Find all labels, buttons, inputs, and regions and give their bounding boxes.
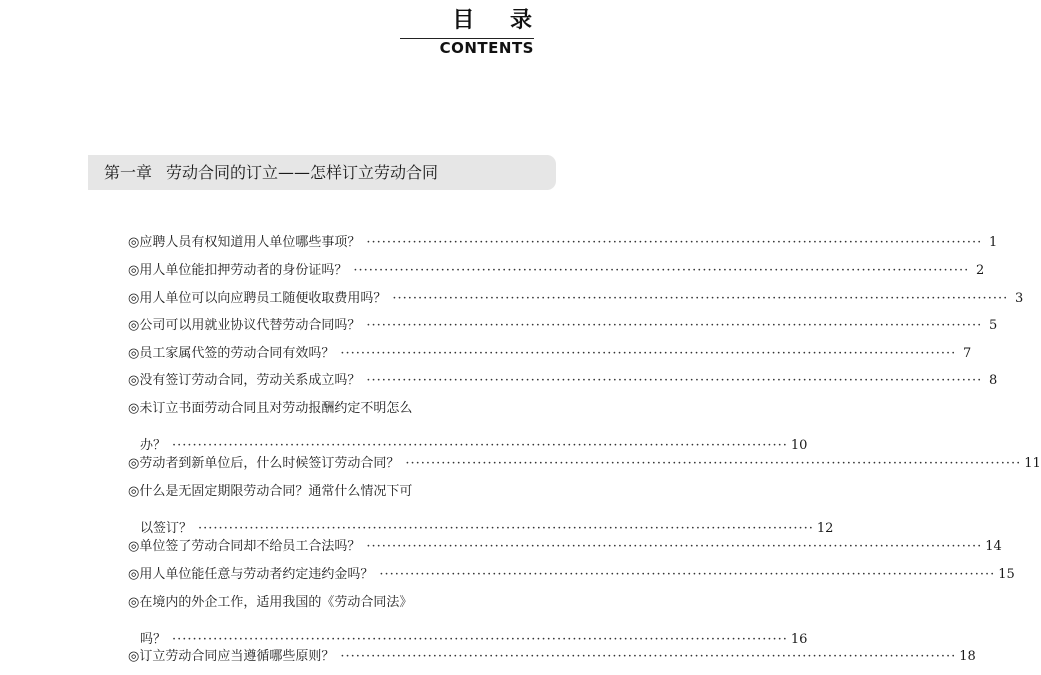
chapter-heading[interactable] [88,155,556,190]
toc-entry-title: ◎用人单位可以向应聘员工随便收取费用吗？ [128,291,387,306]
contents-header [400,8,546,57]
contents-title: 目 录 [452,8,546,33]
chapter-title: 劳动合同的订立——怎样订立劳动合同 [166,163,439,182]
toc-entry[interactable] [128,483,834,538]
toc-entry-title: ◎公司可以用就业协议代替劳动合同吗？ [128,318,361,333]
dot-leader: ························································································································ [405,456,1022,471]
toc-entry[interactable] [128,648,976,666]
dot-leader: ························································································································ [379,567,996,582]
toc-entry[interactable] [128,345,972,363]
toc-entry-title: ◎单位签了劳动合同却不给员工合法吗？ [128,539,361,554]
toc-entry[interactable] [128,400,808,455]
dot-leader: ························································································································ [340,346,957,361]
page-number: 12 [816,521,834,536]
page-number: 14 [985,539,1002,554]
toc-entry-title: ◎用人单位能任意与劳动者约定违约金吗？ [128,567,374,582]
toc-entry[interactable] [128,455,1041,473]
chapter-number: 第一章 [104,163,153,182]
page-number: 8 [988,373,998,388]
dot-leader: ························································································································ [172,438,788,453]
toc-entry-title-continued: 吗？ [140,632,167,647]
toc-entry-title-continued: 办？ [140,438,167,453]
page-number: 15 [998,567,1015,582]
dot-leader: ························································································································ [366,373,983,388]
page-number: 11 [1024,456,1041,471]
toc-entry-title: ◎员工家属代签的劳动合同有效吗？ [128,346,335,361]
toc-entry-title: ◎用人单位能扣押劳动者的身份证吗？ [128,263,348,278]
toc-entry[interactable] [128,538,1002,556]
toc-entry[interactable] [128,594,808,649]
toc-entry-title: ◎劳动者到新单位后，什么时候签订劳动合同？ [128,456,400,471]
page-number: 7 [962,346,972,361]
dot-leader: ························································································································ [340,649,957,664]
page-number: 10 [790,438,808,453]
toc-entry[interactable] [128,317,998,335]
toc-entry-title: ◎没有签订劳动合同，劳动关系成立吗？ [128,373,361,388]
toc-entry[interactable] [128,290,1024,308]
contents-subtitle: CONTENTS [439,39,534,57]
dot-leader: ························································································································ [198,521,814,536]
toc-entry-title: ◎应聘人员有权知道用人单位哪些事项？ [128,235,361,250]
page-number: 3 [1014,291,1024,306]
page-number: 2 [975,263,985,278]
page-number: 18 [959,649,976,664]
page-number: 5 [988,318,998,333]
toc-entry-title: ◎在境内的外企工作，适用我国的《劳动合同法》 [128,595,413,610]
toc-entry-title: ◎订立劳动合同应当遵循哪些原则？ [128,649,335,664]
dot-leader: ························································································································ [366,235,983,250]
toc-entry-title: ◎未订立书面劳动合同且对劳动报酬约定不明怎么 [128,401,413,416]
dot-leader: ························································································································ [366,318,983,333]
toc-entry-title: ◎什么是无固定期限劳动合同？通常什么情况下可 [128,484,413,499]
toc-entry[interactable] [128,262,985,280]
toc-entry[interactable] [128,372,998,390]
dot-leader: ························································································································ [392,291,1009,306]
page-number: 1 [988,235,998,250]
dot-leader: ························································································································ [353,263,970,278]
toc-entry[interactable] [128,234,998,252]
dot-leader: ························································································································ [172,632,788,647]
dot-leader: ························································································································ [366,539,983,554]
toc-entry[interactable] [128,566,1015,584]
page-number: 16 [790,632,808,647]
toc-entry-title-continued: 以签订？ [140,521,193,536]
